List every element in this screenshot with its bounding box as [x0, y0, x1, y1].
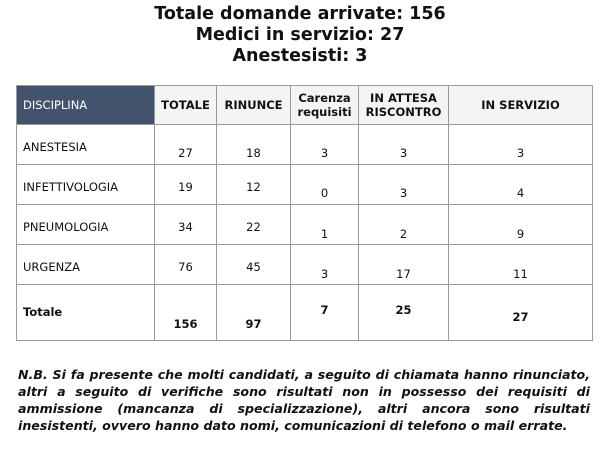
- cell-disciplina: [17, 205, 155, 245]
- table-header-row: [17, 86, 593, 125]
- total-rinunce: 97: [245, 317, 262, 331]
- cell-servizio: [449, 125, 593, 165]
- cell-totale: [155, 205, 217, 245]
- cell-totale: [155, 285, 217, 341]
- value-attesa: 3: [399, 146, 408, 160]
- cell-attesa: [359, 125, 449, 165]
- value-servizio: 3: [516, 146, 525, 160]
- header-attesa-line1: IN ATTESA: [370, 91, 437, 105]
- value-servizio: 4: [516, 186, 525, 200]
- cell-totale: [155, 125, 217, 165]
- cell-rinunce: [217, 165, 291, 205]
- cell-carenza: [291, 245, 359, 285]
- cell-attesa: [359, 205, 449, 245]
- header-carenza: [291, 86, 359, 125]
- value-rinunce: 22: [246, 220, 261, 234]
- table-row: [17, 205, 593, 245]
- value-servizio: 11: [513, 267, 528, 281]
- total-carenza: 7: [320, 303, 329, 317]
- value-rinunce: 45: [246, 260, 261, 274]
- value-attesa: 2: [399, 227, 408, 241]
- table-total-row: [17, 285, 593, 341]
- value-carenza: 0: [320, 186, 329, 200]
- value-attesa: 3: [399, 186, 408, 200]
- value-totale: 19: [178, 180, 193, 194]
- table-row: [17, 125, 593, 165]
- value-rinunce: 18: [246, 146, 261, 160]
- disciplina-label: URGENZA: [23, 260, 80, 274]
- cell-attesa: [359, 165, 449, 205]
- discipline-table: [16, 85, 593, 341]
- header-rinunce: RINUNCE: [217, 86, 291, 125]
- header-servizio: IN SERVIZIO: [449, 86, 593, 125]
- value-totale: 34: [178, 220, 193, 234]
- cell-attesa: [359, 245, 449, 285]
- cell-rinunce: [217, 245, 291, 285]
- cell-disciplina: [17, 245, 155, 285]
- cell-servizio: [449, 205, 593, 245]
- cell-carenza: [291, 285, 359, 341]
- total-servizio: 27: [512, 310, 529, 324]
- table-row: [17, 165, 593, 205]
- header-carenza-line1: Carenza: [298, 91, 351, 105]
- disciplina-label: INFETTIVOLOGIA: [23, 180, 119, 194]
- cell-disciplina: [17, 125, 155, 165]
- cell-servizio: [449, 285, 593, 341]
- header-attesa: [359, 86, 449, 125]
- cell-carenza: [291, 165, 359, 205]
- cell-servizio: [449, 245, 593, 285]
- cell-attesa: [359, 285, 449, 341]
- value-servizio: 9: [516, 227, 525, 241]
- total-attesa: 25: [395, 303, 412, 317]
- cell-rinunce: [217, 285, 291, 341]
- header-disciplina: DISCIPLINA: [17, 86, 155, 125]
- total-label: Totale: [23, 305, 63, 319]
- value-carenza: 3: [320, 146, 329, 160]
- summary-header: [0, 4, 600, 67]
- cell-total-label: [17, 285, 155, 341]
- value-totale: 27: [178, 146, 193, 160]
- total-totale: 156: [173, 317, 198, 331]
- cell-disciplina: [17, 165, 155, 205]
- disciplina-label: PNEUMOLOGIA: [23, 220, 109, 234]
- header-carenza-line2: requisiti: [297, 105, 352, 119]
- total-applications-line: Totale domande arrivate: 156: [154, 4, 446, 24]
- anesthetists-line: Anestesisti: 3: [232, 46, 368, 66]
- table-row: [17, 245, 593, 285]
- header-attesa-line2: RISCONTRO: [365, 105, 442, 119]
- value-carenza: 3: [320, 267, 329, 281]
- cell-rinunce: [217, 125, 291, 165]
- footnote: N.B. Si fa presente che molti candidati, a seguito di chiamata hanno rinunciato, altri a seguito di verifiche sono risultati non in possesso dei requisiti di ammissione (mancanza di specializzazione), altri ancora sono risultati inesistenti, ovvero hanno dato nomi, comunicazioni di telefono o mail errate.: [18, 367, 590, 433]
- value-carenza: 1: [320, 227, 329, 241]
- value-totale: 76: [178, 260, 193, 274]
- cell-carenza: [291, 125, 359, 165]
- cell-servizio: [449, 165, 593, 205]
- cell-carenza: [291, 205, 359, 245]
- cell-totale: [155, 245, 217, 285]
- doctors-in-service-line: Medici in servizio: 27: [195, 25, 405, 45]
- value-rinunce: 12: [246, 180, 261, 194]
- cell-totale: [155, 165, 217, 205]
- cell-rinunce: [217, 205, 291, 245]
- header-totale: TOTALE: [155, 86, 217, 125]
- disciplina-label: ANESTESIA: [23, 140, 87, 154]
- value-attesa: 17: [396, 267, 411, 281]
